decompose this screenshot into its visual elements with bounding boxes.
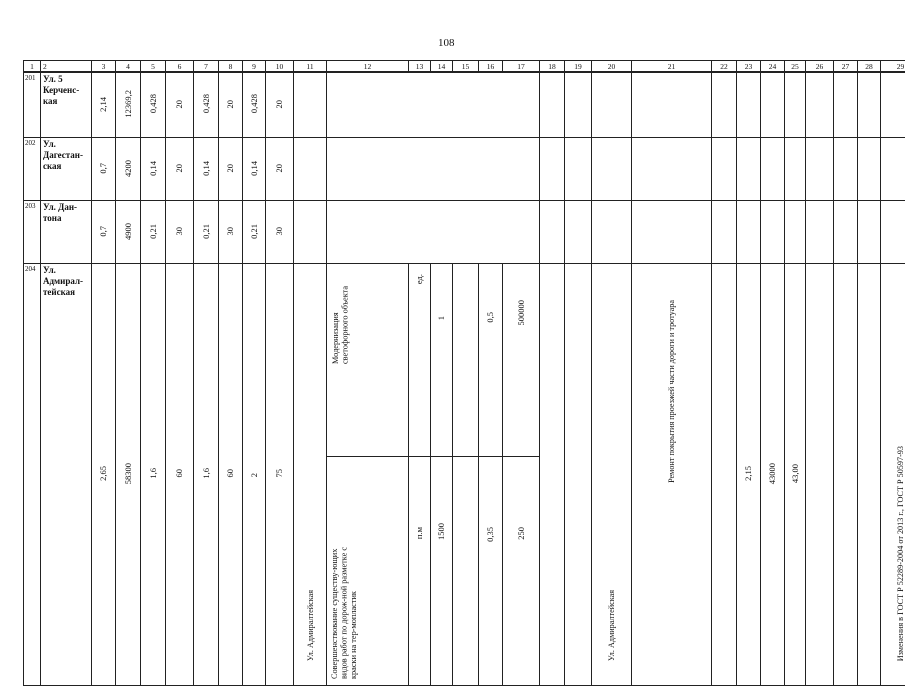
col-header: 25: [785, 61, 806, 73]
empty-cell: [761, 138, 785, 201]
cell-value: 20: [175, 164, 184, 173]
cell-value: 75: [275, 469, 284, 478]
cell-work-title: [327, 264, 409, 457]
cell-value: 30: [275, 227, 284, 236]
empty-cell: [806, 72, 834, 138]
empty-cell: [712, 72, 737, 138]
cell-value: 0,14: [250, 161, 259, 176]
cell-length: [92, 72, 116, 138]
cell-quantity: [431, 264, 453, 457]
cell-value: 20: [175, 100, 184, 109]
col-header: 17: [503, 61, 540, 73]
cell-value: 20: [226, 100, 235, 109]
cell-value: 4200: [124, 160, 133, 177]
cell-value-16: [479, 264, 503, 457]
col-header: 19: [565, 61, 592, 73]
page-number: 108: [438, 37, 455, 49]
cell-repair-street: [592, 264, 632, 686]
row-number: 203: [24, 201, 41, 264]
col-header: 8: [219, 61, 243, 73]
quantity-text: 1500: [437, 523, 446, 540]
col-header: 23: [737, 61, 761, 73]
cell-value: 30: [175, 227, 184, 236]
cell-value-6: [166, 138, 194, 201]
cell-value: 0,428: [250, 94, 259, 113]
empty-cell: [785, 138, 806, 201]
empty-cell: [761, 72, 785, 138]
cell-cost: [503, 264, 540, 457]
cell-area: [116, 264, 141, 686]
cell-value-5: [141, 264, 166, 686]
empty-cell: [327, 201, 540, 264]
cell-value-24: [761, 264, 785, 686]
empty-cell: [737, 72, 761, 138]
repair-title-text: Ремонт покрытия проезжей части дороги и тротуара: [667, 300, 676, 483]
empty-cell: [785, 201, 806, 264]
col-header: 29: [881, 61, 905, 73]
col-header: 21: [632, 61, 712, 73]
empty-cell: [737, 138, 761, 201]
cell-value-7: [194, 72, 219, 138]
empty-cell: [592, 72, 632, 138]
cell-length: [92, 138, 116, 201]
cell-work-title: [327, 457, 409, 686]
cell-value: 0,7: [99, 163, 108, 174]
empty-cell: [294, 72, 327, 138]
empty-cell: [834, 72, 858, 138]
cell-value: 1,6: [202, 468, 211, 479]
row-number: 204: [24, 264, 41, 686]
col-header: 4: [116, 61, 141, 73]
col-header: 1: [24, 61, 41, 73]
empty-cell: [565, 201, 592, 264]
cell-value: 0,428: [202, 94, 211, 113]
cell-value-10: [266, 138, 294, 201]
cell-value-8: [219, 201, 243, 264]
cell-unit: [409, 264, 431, 457]
empty-cell: [453, 264, 479, 457]
cell-value: 60: [175, 469, 184, 478]
cell-object-street: [294, 264, 327, 686]
empty-cell: [540, 72, 565, 138]
row-number: 201: [24, 72, 41, 138]
empty-cell: [737, 201, 761, 264]
cell-value-9: [243, 72, 266, 138]
cell-value-8: [219, 72, 243, 138]
street-name: Ул. Адмирал-тейская: [41, 264, 92, 686]
empty-cell: [712, 138, 737, 201]
empty-cell: [565, 138, 592, 201]
empty-cell: [858, 72, 881, 138]
cost-text: 500000: [517, 300, 526, 326]
empty-cell: [858, 138, 881, 201]
cell-value-8: [219, 138, 243, 201]
cell-value: 0,21: [250, 224, 259, 239]
cell-value-25: [785, 264, 806, 686]
empty-cell: [327, 138, 540, 201]
empty-cell: [540, 138, 565, 201]
cell-length: [92, 201, 116, 264]
cell-area: [116, 138, 141, 201]
street-name: Ул. 5 Керченс-кая: [41, 72, 92, 138]
street-name: Ул. Дагестан-ская: [41, 138, 92, 201]
empty-cell: [881, 72, 905, 138]
empty-cell: [761, 201, 785, 264]
empty-cell: [858, 264, 881, 686]
cell-value: 0,14: [202, 161, 211, 176]
cell-value: 30: [226, 227, 235, 236]
cell-value: 60: [226, 469, 235, 478]
cell-value: 20: [275, 164, 284, 173]
empty-cell: [294, 201, 327, 264]
header-row: [24, 61, 905, 73]
object-street-text: Ул. Адмиралтейская: [306, 590, 315, 661]
cell-value: 20: [275, 100, 284, 109]
table-row: [24, 201, 905, 264]
col-header: 9: [243, 61, 266, 73]
street-name: Ул. Дан-тона: [41, 201, 92, 264]
cell-value: 2: [250, 473, 259, 477]
col-header: 28: [858, 61, 881, 73]
cell-value: 0,21: [202, 224, 211, 239]
empty-cell: [806, 264, 834, 686]
empty-cell: [565, 264, 592, 686]
cell-value: 43,00: [791, 464, 800, 483]
unit-text: п.м: [415, 527, 424, 539]
col-header: 3: [92, 61, 116, 73]
cell-value-5: [141, 138, 166, 201]
repair-street-text: Ул. Адмиралтейская: [607, 590, 616, 661]
empty-cell: [834, 264, 858, 686]
col-header: 5: [141, 61, 166, 73]
empty-cell: [327, 72, 540, 138]
empty-cell: [834, 201, 858, 264]
cell-value-9: [243, 264, 266, 686]
cell-value: 4900: [124, 223, 133, 240]
unit-text: ед.: [415, 274, 424, 284]
cell-area: [116, 201, 141, 264]
col-header: 12: [327, 61, 409, 73]
cell-value-10: [266, 264, 294, 686]
empty-cell: [858, 201, 881, 264]
table-row: [24, 72, 905, 138]
col-header: 14: [431, 61, 453, 73]
empty-cell: [785, 72, 806, 138]
cell-value: 0,14: [149, 161, 158, 176]
cell-value-7: [194, 201, 219, 264]
col-header: 26: [806, 61, 834, 73]
col-header: 6: [166, 61, 194, 73]
empty-cell: [294, 138, 327, 201]
cell-value: 2,65: [99, 466, 108, 481]
cell-length: [92, 264, 116, 686]
cell-value-10: [266, 72, 294, 138]
cell-cost: [503, 457, 540, 686]
col-header: 15: [453, 61, 479, 73]
cell-value: 0,35: [486, 527, 495, 542]
cell-value: 20: [226, 164, 235, 173]
cell-value-7: [194, 264, 219, 686]
cell-value: 0,5: [486, 312, 495, 323]
col-header: 22: [712, 61, 737, 73]
row-number: 202: [24, 138, 41, 201]
table-row: [24, 264, 905, 457]
col-header: 27: [834, 61, 858, 73]
cell-value-10: [266, 201, 294, 264]
empty-cell: [632, 138, 712, 201]
cell-value: 0,428: [149, 94, 158, 113]
empty-cell: [453, 457, 479, 686]
cell-value-16: [479, 457, 503, 686]
work-title-text: Совершенствование существу-ющих видов работ по дорож-ной разметке с краски на тер-мопластик: [330, 539, 359, 679]
cell-value-7: [194, 138, 219, 201]
cell-value-6: [166, 264, 194, 686]
cell-unit: [409, 457, 431, 686]
cell-value-6: [166, 201, 194, 264]
cell-value: 0,21: [149, 224, 158, 239]
cell-changes-note: [881, 264, 905, 686]
empty-cell: [712, 201, 737, 264]
empty-cell: [565, 72, 592, 138]
cell-area: [116, 72, 141, 138]
quantity-text: 1: [437, 316, 446, 320]
cell-value-8: [219, 264, 243, 686]
work-title-text: Модернизация светофорного объекта: [331, 274, 350, 364]
empty-cell: [592, 138, 632, 201]
empty-cell: [806, 138, 834, 201]
cell-repair-title: [632, 264, 712, 686]
empty-cell: [632, 201, 712, 264]
empty-cell: [540, 264, 565, 686]
cell-value: 2,14: [99, 97, 108, 112]
col-header: 10: [266, 61, 294, 73]
cell-value-6: [166, 72, 194, 138]
empty-cell: [881, 201, 905, 264]
empty-cell: [806, 201, 834, 264]
cell-value: 12369,2: [124, 90, 133, 118]
col-header: 24: [761, 61, 785, 73]
empty-cell: [632, 72, 712, 138]
data-table: [23, 60, 905, 686]
table-row: [24, 138, 905, 201]
col-header: 13: [409, 61, 431, 73]
cell-value: 58300: [124, 463, 133, 484]
empty-cell: [592, 201, 632, 264]
cell-value-9: [243, 138, 266, 201]
cost-text: 250: [517, 527, 526, 540]
col-header: 2: [41, 61, 92, 73]
cell-value-5: [141, 72, 166, 138]
cell-quantity: [431, 457, 453, 686]
cell-value-5: [141, 201, 166, 264]
cell-value: 43000: [768, 463, 777, 484]
col-header: 20: [592, 61, 632, 73]
changes-note-text: Изменения в ГОСТ Р 52289-2004 от 2013 г., ГОСТ Р 50597-93: [896, 446, 905, 661]
col-header: 7: [194, 61, 219, 73]
col-header: 11: [294, 61, 327, 73]
cell-value: 2,15: [744, 466, 753, 481]
empty-cell: [712, 264, 737, 686]
empty-cell: [540, 201, 565, 264]
cell-value: 0,7: [99, 226, 108, 237]
empty-cell: [834, 138, 858, 201]
empty-cell: [881, 138, 905, 201]
cell-value: 1,6: [149, 468, 158, 479]
cell-value-23: [737, 264, 761, 686]
cell-value-9: [243, 201, 266, 264]
col-header: 16: [479, 61, 503, 73]
col-header: 18: [540, 61, 565, 73]
